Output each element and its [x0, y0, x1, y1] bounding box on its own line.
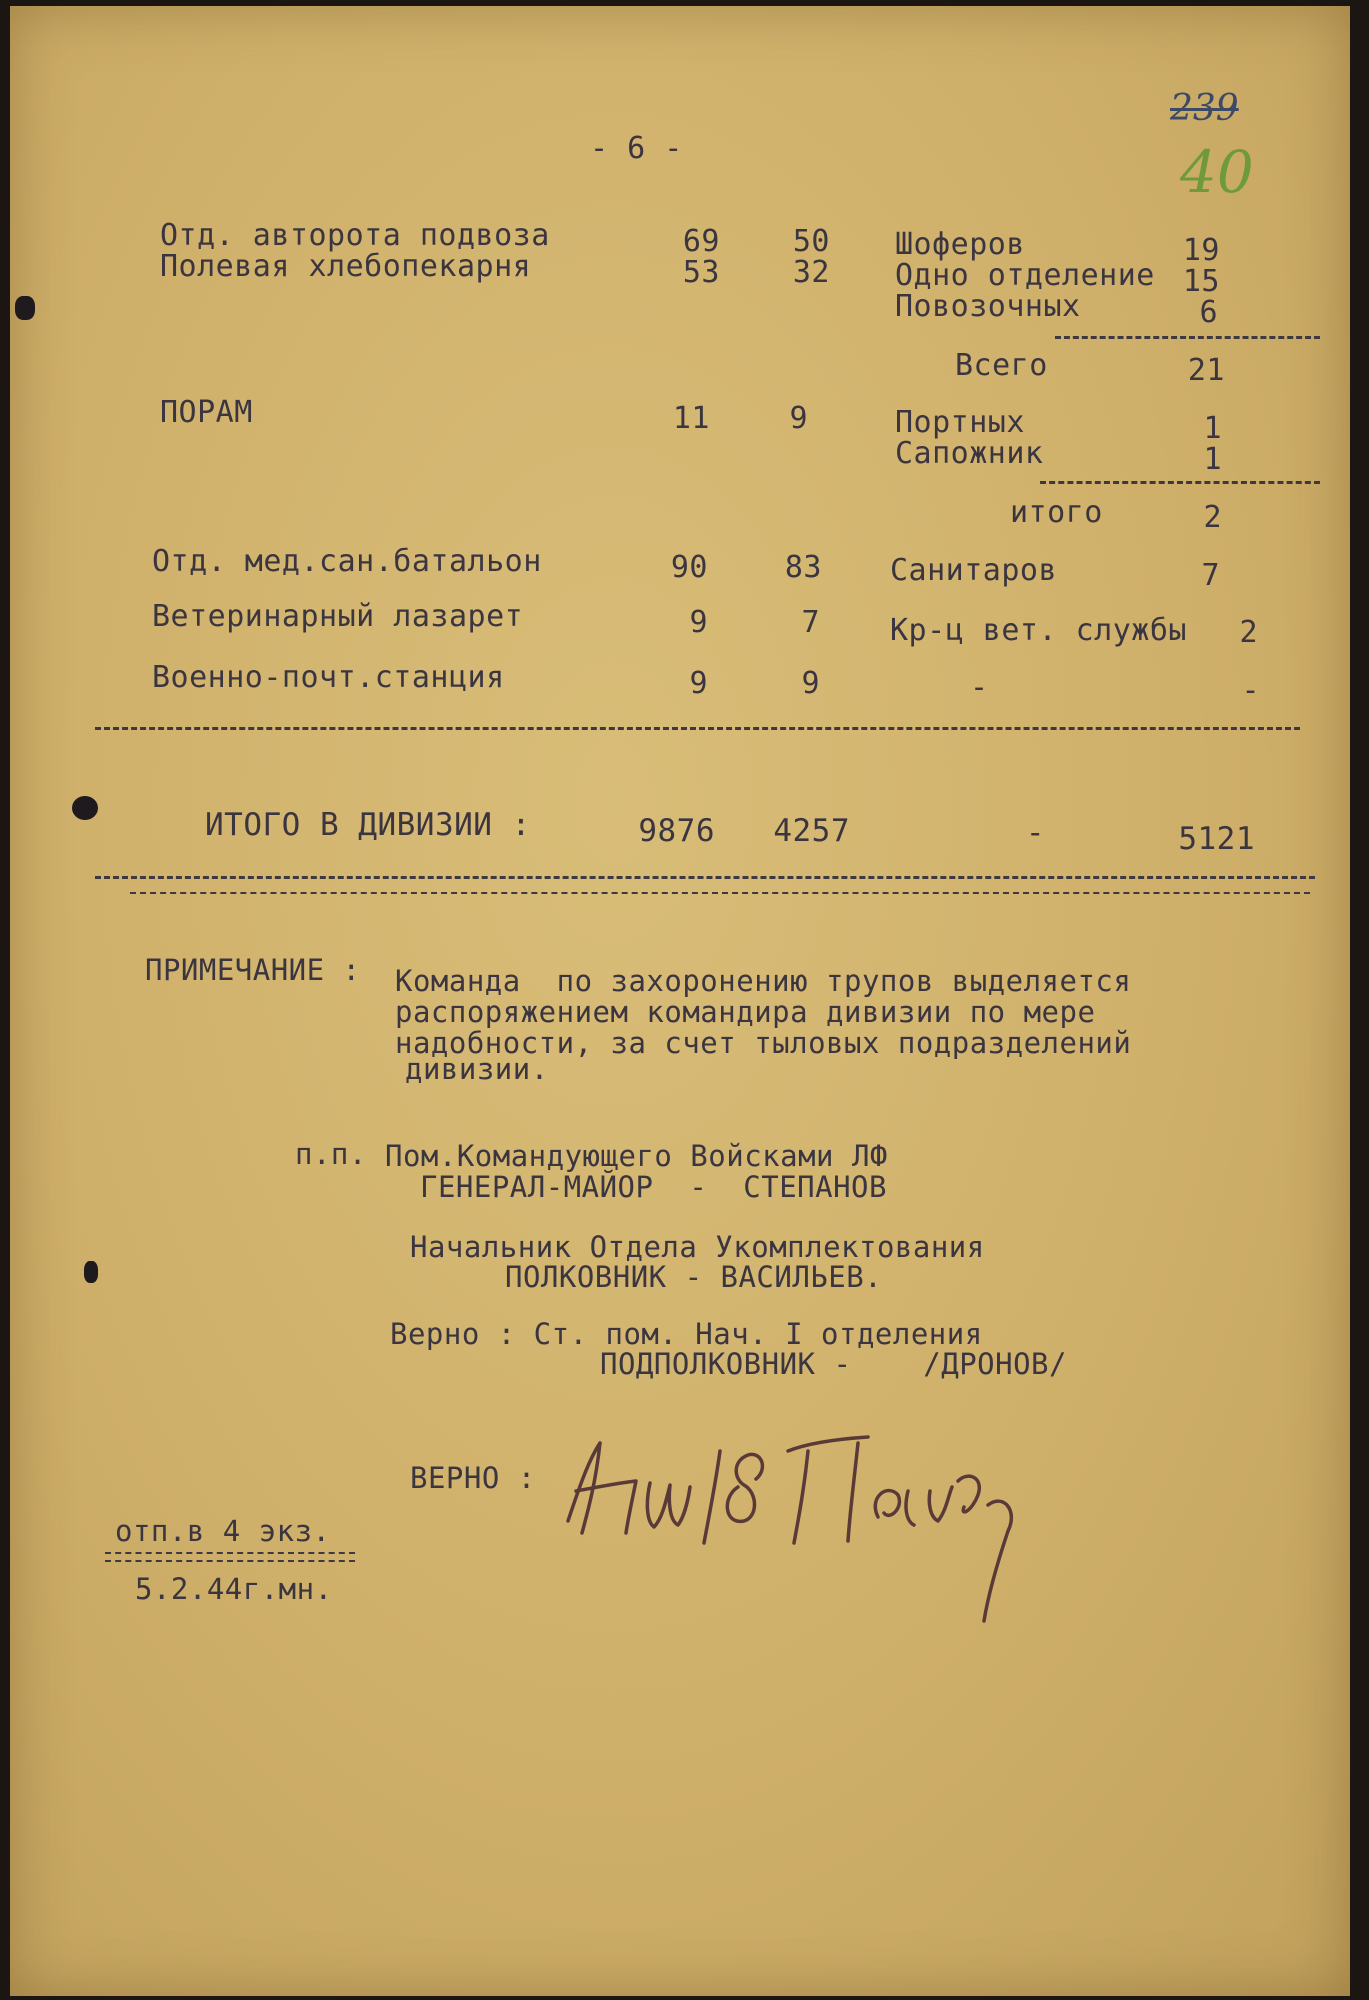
- document-page: [10, 6, 1350, 1996]
- row-value-a: 69: [682, 224, 720, 259]
- row-value-b: 32: [792, 255, 830, 290]
- table-divider: [130, 892, 1310, 894]
- right-label: Санитаров: [890, 553, 1058, 588]
- right-label: Кр-ц вет. службы: [890, 613, 1187, 648]
- signature-line: ГЕНЕРАЛ-МАЙОР - СТЕПАНОВ: [420, 1170, 887, 1204]
- ink-blot: [84, 1261, 98, 1283]
- signature-line: ПОДПОЛКОВНИК - /ДРОНОВ/: [600, 1347, 1067, 1381]
- row-unit: Отд. авторота подвоза: [160, 218, 550, 253]
- row-value-b: 7: [801, 605, 820, 640]
- subtotal-divider: [1055, 336, 1320, 339]
- total-value-a: 9876: [638, 813, 715, 849]
- right-label: Сапожник: [895, 436, 1044, 471]
- row-unit: Ветеринарный лазарет: [152, 599, 524, 634]
- row-value-a: 9: [689, 605, 708, 640]
- ink-blot: [15, 296, 35, 320]
- row-value-b: 50: [792, 224, 830, 259]
- note-line: распоряжением командира дивизии по мере: [395, 995, 1096, 1029]
- right-label: Всего: [955, 348, 1048, 383]
- right-value: 1: [1203, 442, 1222, 477]
- table-divider: [95, 727, 1300, 730]
- total-value-d: 5121: [1178, 821, 1255, 857]
- row-value-a: 90: [670, 550, 708, 585]
- row-value-b: 9: [801, 666, 820, 701]
- note-label: ПРИМЕЧАНИЕ :: [145, 953, 361, 987]
- right-label: Портных: [895, 405, 1025, 440]
- note-line: надобности, за счет тыловых подразделений: [395, 1026, 1132, 1060]
- note-line: дивизии.: [405, 1052, 549, 1086]
- archive-number-new: 40: [1180, 138, 1254, 206]
- archive-number-old: 239: [1170, 88, 1239, 129]
- total-label: ИТОГО В ДИВИЗИИ :: [205, 807, 531, 843]
- right-label: Одно отделение: [895, 258, 1155, 293]
- right-value: 15: [1182, 264, 1220, 299]
- signature-line: Верно : Ст. пом. Нач. I отделения: [390, 1317, 983, 1351]
- page-number: - 6 -: [590, 131, 683, 166]
- row-value-b: 83: [784, 550, 822, 585]
- right-label: -: [970, 670, 989, 705]
- right-value: 21: [1187, 353, 1225, 388]
- right-value: 2: [1239, 615, 1258, 650]
- row-unit: Военно-почт.станция: [152, 660, 505, 695]
- signature-line: ПОЛКОВНИК - ВАСИЛЬЕВ.: [505, 1260, 883, 1294]
- row-unit: Отд. мед.сан.батальон: [152, 544, 542, 579]
- ink-blot: [72, 796, 98, 820]
- right-value: 1: [1203, 411, 1222, 446]
- row-unit: Полевая хлебопекарня: [160, 249, 532, 284]
- table-divider: [95, 876, 1315, 879]
- right-value: 7: [1201, 558, 1220, 593]
- right-value: 19: [1182, 233, 1220, 268]
- date-note: 5.2.44г.мн.: [135, 1572, 333, 1606]
- right-label: Повозочных: [895, 289, 1081, 324]
- subtotal-divider: [1040, 481, 1320, 484]
- row-value-a: 9: [689, 666, 708, 701]
- copies-note: отп.в 4 экз.: [115, 1514, 331, 1548]
- right-label: Шоферов: [895, 227, 1025, 262]
- double-underline: [105, 1552, 355, 1562]
- signature-line: Пом.Командующего Войсками ЛФ: [385, 1139, 888, 1173]
- row-value-b: 9: [789, 401, 808, 436]
- signature-line: Начальник Отдела Укомплектования: [410, 1230, 985, 1264]
- total-value-c: -: [1025, 815, 1045, 851]
- note-line: Команда по захоронению трупов выделяется: [395, 964, 1132, 998]
- handwritten-signature: [558, 1421, 1058, 1631]
- right-label: итого: [1010, 495, 1103, 530]
- verno-label: ВЕРНО :: [410, 1461, 536, 1495]
- right-value: 6: [1199, 295, 1218, 330]
- right-value: -: [1241, 673, 1260, 708]
- row-value-a: 53: [682, 255, 720, 290]
- signature-pp: п.п.: [295, 1137, 367, 1171]
- right-value: 2: [1203, 500, 1222, 535]
- row-unit: ПОРАМ: [160, 395, 253, 430]
- total-value-b: 4257: [773, 813, 850, 849]
- row-value-a: 11: [672, 401, 710, 436]
